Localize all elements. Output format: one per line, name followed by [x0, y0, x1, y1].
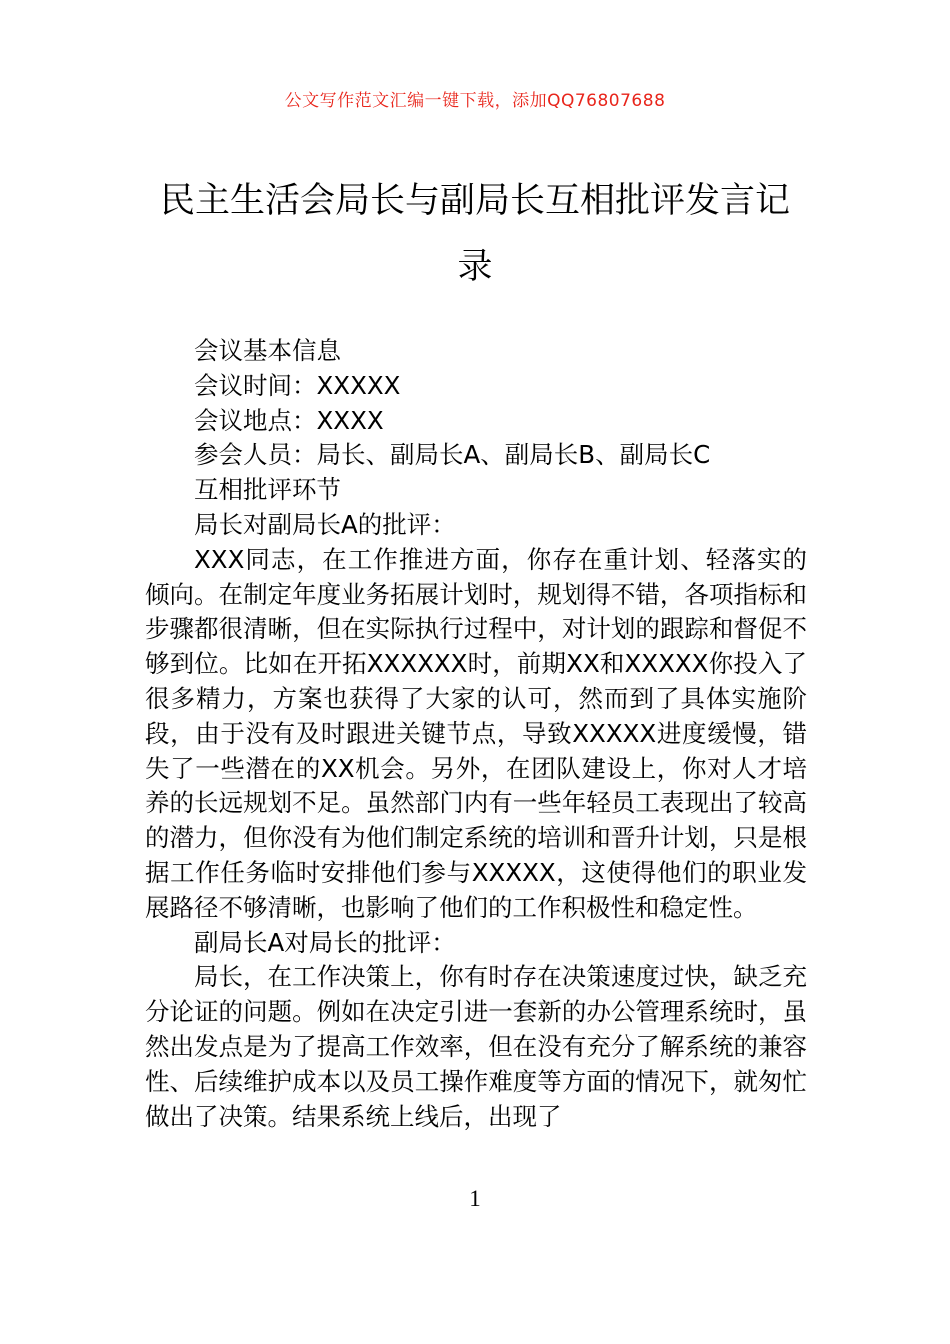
criticism-2-heading: 副局长A对局长的批评： [194, 927, 456, 957]
meeting-time: 会议时间：XXXXX [194, 370, 401, 400]
criticism-1-heading: 局长对副局长A的批评： [194, 509, 456, 539]
header-download-note: 公文写作范文汇编一键下载，添加QQ76807688 [284, 91, 666, 111]
meeting-info-heading: 会议基本信息 [194, 336, 341, 365]
meeting-attendees: 参会人员：局长、副局长A、副局长B、副局长C [194, 440, 711, 470]
criticism-1-body: XXX同志，在工作推进方面，你存在重计划、轻落实的倾向。在制定年度业务拓展计划时，规划得不错，各项指标和步骤都很清晰，但在实际执行过程中，对计划的跟踪和督促不够到位。比如在开拓XXXXXX时，前期XX和XXXXX你投入了很多精力，方案也获得了大家的认可，然而到了具体实施阶段，由于没有及时跟进关键节点，导致XXXXX进度缓慢，错失了一些潜在的XX机会。另外，在团队建设上，你对人才培养的长远规划不足。虽然部门内有一些年轻员工表现出了较高的潜力，但你没有为他们制定系统的培训和晋升计划，只是根据工作任务临时安排他们参与XXXXX，这使得他们的职业发展路径不够清晰，也影响了他们的工作积极性和稳定性。 [145, 544, 807, 922]
meeting-place: 会议地点：XXXX [194, 405, 384, 435]
page-number: 1 [469, 1186, 481, 1211]
document-body [145, 334, 807, 1134]
criticism-section-heading: 互相批评环节 [194, 475, 341, 505]
document-title: 民主生活会局长与副局长互相批评发言记录 [159, 181, 790, 287]
criticism-2-body: 局长，在工作决策上，你有时存在决策速度过快，缺乏充分论证的问题。例如在决定引进一套新的办公管理系统时，虽然出发点是为了提高工作效率，但在没有充分了解系统的兼容性、后续维护成本以及员工操作难度等方面的情况下，就匆忙做出了决策。结果系统上线后，出现了 [145, 962, 807, 1131]
